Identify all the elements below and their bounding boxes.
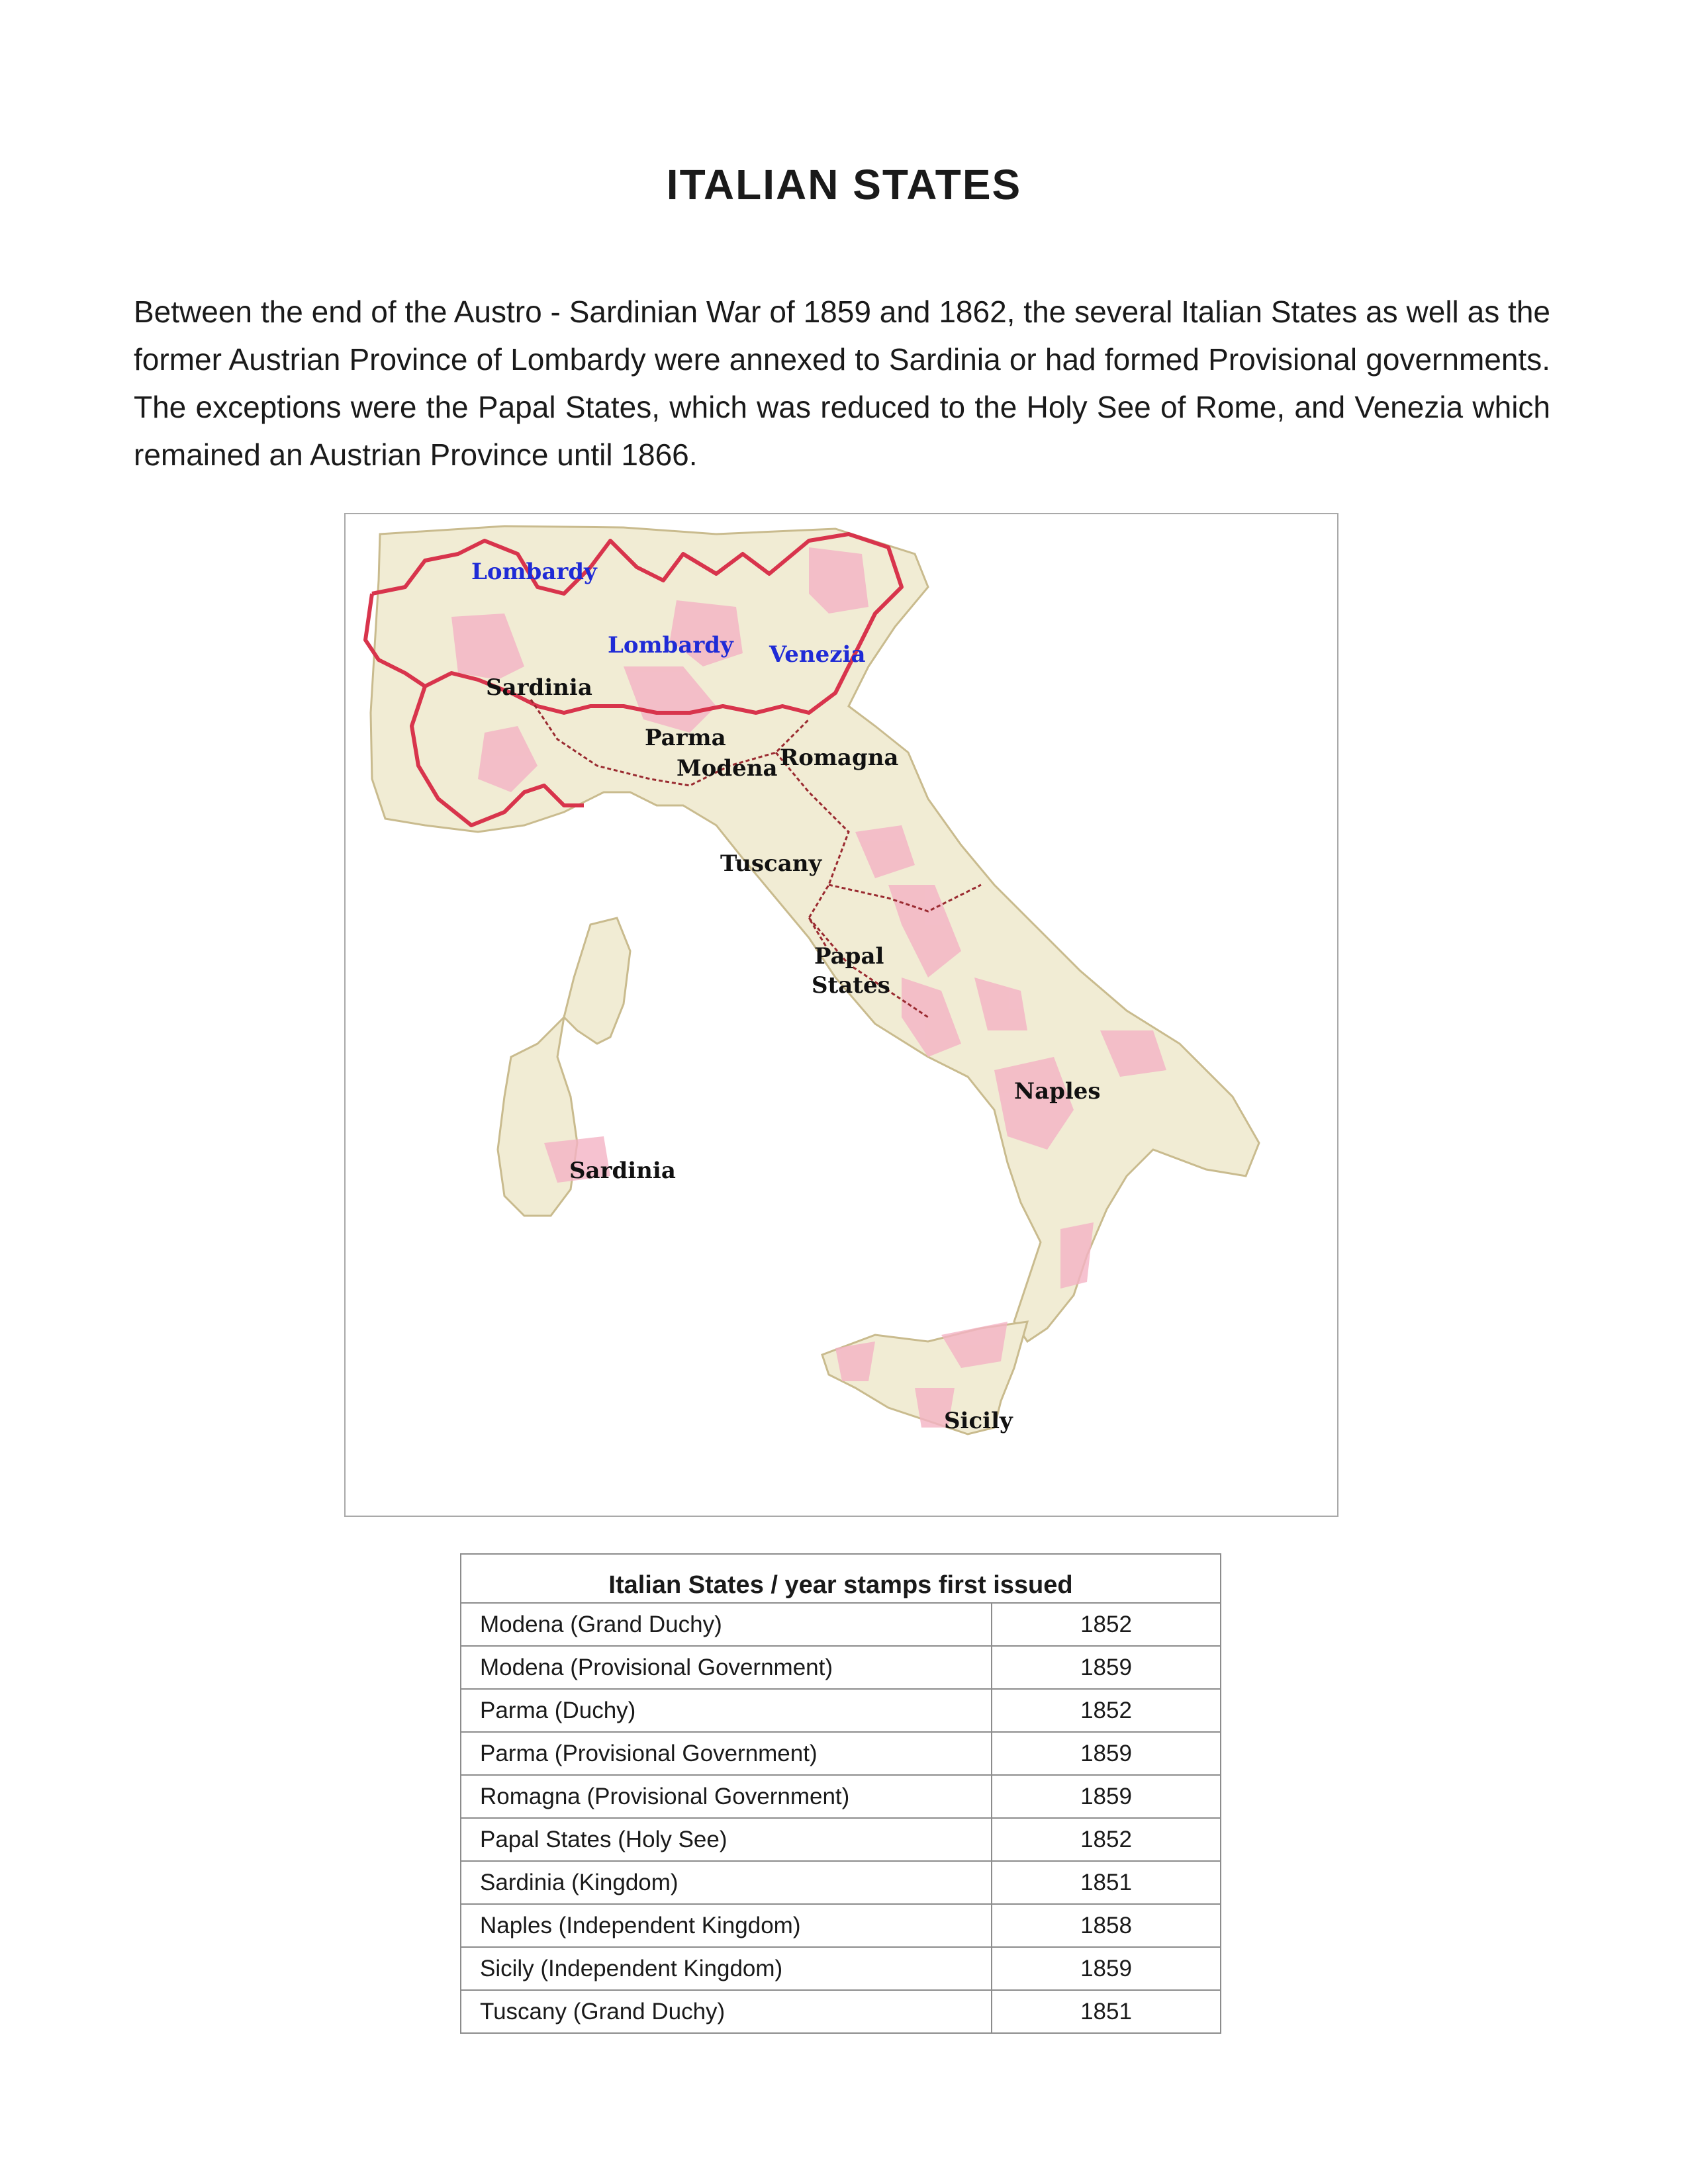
table-row [461,1861,1221,1904]
map-labels [346,514,1337,1516]
state-cell: Romagna (Provisional Government) [461,1775,992,1818]
page-title: ITALIAN STATES [666,161,1022,208]
state-cell: Modena (Grand Duchy) [461,1603,992,1646]
year-cell: 1852 [992,1818,1221,1861]
map-label-sardinia-north: Sardinia [486,674,592,701]
map-label-lombardy: Lombardy [471,559,597,585]
italy-map [344,513,1338,1517]
table-row [461,1646,1221,1689]
table-header-row [461,1554,1221,1603]
year-cell: 1859 [992,1646,1221,1689]
map-label-tuscany: Tuscany [720,850,822,877]
year-cell: 1858 [992,1904,1221,1947]
year-cell: 1851 [992,1990,1221,2033]
state-cell: Modena (Provisional Government) [461,1646,992,1689]
table-row [461,1732,1221,1775]
state-cell: Tuscany (Grand Duchy) [461,1990,992,2033]
table-row [461,1775,1221,1818]
year-cell: 1851 [992,1861,1221,1904]
table-row [461,1947,1221,1990]
table-row [461,1689,1221,1732]
map-label-papal: Papal [814,943,884,970]
map-label-venezia: Venezia [769,641,866,668]
map-label-sicily: Sicily [944,1408,1013,1434]
state-cell: Naples (Independent Kingdom) [461,1904,992,1947]
state-cell: Sicily (Independent Kingdom) [461,1947,992,1990]
table-row [461,1990,1221,2033]
table-row [461,1818,1221,1861]
map-label-states: States [812,972,890,999]
year-cell: 1852 [992,1689,1221,1732]
year-cell: 1859 [992,1775,1221,1818]
map-label-modena: Modena [677,755,778,782]
table-header: Italian States / year stamps first issued [461,1554,1221,1603]
year-cell: 1859 [992,1947,1221,1990]
state-cell: Parma (Provisional Government) [461,1732,992,1775]
state-cell: Papal States (Holy See) [461,1818,992,1861]
table-row [461,1904,1221,1947]
year-cell: 1859 [992,1732,1221,1775]
map-label-naples: Naples [1014,1078,1101,1105]
state-cell: Parma (Duchy) [461,1689,992,1732]
year-cell: 1852 [992,1603,1221,1646]
table-row [461,1603,1221,1646]
intro-paragraph: Between the end of the Austro - Sardinian War of 1859 and 1862, the several Italian States as well as the former Austrian Province of Lombardy were annexed to Sardinia or had formed Provisional governments. The exceptions were the Papal States, which was reduced to the Holy See of Rome, and Venezia which remained an Austrian Province until 1866. [134,295,1550,472]
map-label-sardinia-island: Sardinia [569,1158,676,1184]
map-label-lombardy: Lombardy [608,632,733,659]
state-cell: Sardinia (Kingdom) [461,1861,992,1904]
map-label-romagna: Romagna [780,745,899,771]
stamp-issue-table [460,1553,1221,2034]
map-label-parma: Parma [645,725,726,751]
